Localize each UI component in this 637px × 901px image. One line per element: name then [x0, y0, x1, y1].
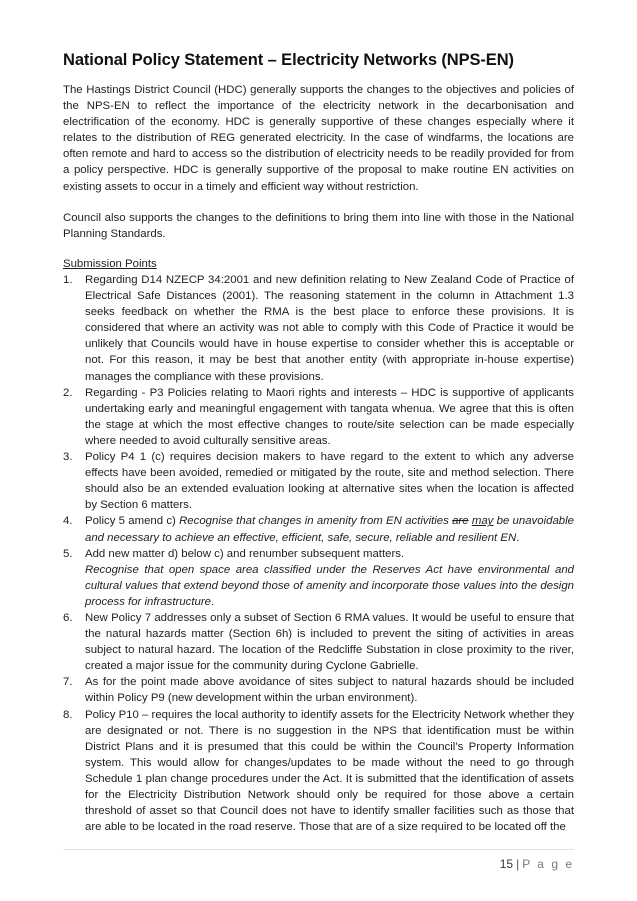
item-italic-part: Recognise that changes in amenity from EN activities: [179, 515, 453, 528]
item-number: 6.: [63, 611, 73, 624]
page-label: P a g e: [522, 857, 574, 871]
footer-separator: |: [516, 857, 520, 871]
item-number: 1.: [63, 274, 73, 286]
list-item: [63, 674, 574, 706]
list-item: [63, 449, 574, 513]
item-text: Policy P4 1 (c) requires decision makers to have regard to the extent to which any adverse effects have been avoided, remedied or mitigated by the route, site and method selection. There should also be an extended evaluation looking at alternative sites when the location is affected by Section 6 matters.: [85, 451, 574, 512]
item-number: 2.: [63, 386, 73, 399]
item-tail: .: [210, 595, 215, 608]
item-text: As for the point made above avoidance of sites subject to natural hazards should be included within Policy P9 (new development within the urban environment).: [85, 676, 574, 705]
struck-word: are: [452, 515, 469, 528]
item-number: 8.: [63, 708, 73, 721]
item-italic-part: be unavoidable and necessary to achieve an effective, efficient, safe, secure, reliable and resilient EN: [85, 515, 574, 544]
item-number: 7.: [63, 676, 73, 689]
item-number: 5.: [63, 547, 73, 560]
item-text: New Policy 7 addresses only a subset of Section 6 RMA values. It would be useful to ensure that the natural hazards matter (Section 6h) is included to prevent the siting of activities in areas subject to natural hazard. The location of the Redcliffe Substation in close proximity to the river, created a major issue for the community during Cyclone Gabrielle.: [85, 611, 574, 673]
list-item: [63, 272, 574, 385]
list-item: [63, 707, 574, 836]
item-text: Regarding D14 NZECP 34:2001 and new definition relating to New Zealand Code of Practice of Electrical Safe Distances (2001). The reasoning statement in the column in Attachment 1.3 seeks feedback on whether the RMA is the best place to enforce these provisions. It is considered that where an activity was not able to comply with this Code of Practice it would be unlikely that Councils would have in house expertise to consider whether this is acceptable or not. For this reason, it may be best that another entity (with appropriate in-house expertise) manages the compliance with these provisions.: [85, 274, 574, 383]
item-text: Policy P10 – requires the local authority to identify assets for the Electricity Network whether they are designated or not. There is no suggestion in the NPS that identification must be within District Plans and it is presumed that this could be within the Council’s Property Information system. This would allow for changes/updates to be made without the need to go through Schedule 1 plan change procedures under the Act. It is submitted that the identification of assets for the Electricity Distribution Network should only be required for those above a certain threshold of asset so that Council does not have to identify smaller facilities such as those that are able to be located in the road reserve. Those that are of a size required to be located off the: [85, 708, 574, 834]
submission-points-heading: Submission Points: [63, 258, 157, 270]
page-number: 15: [499, 857, 514, 871]
item-tail: .: [516, 531, 520, 544]
page-footer: [500, 857, 574, 871]
item-text: Add new matter d) below c) and renumber subsequent matters.: [85, 547, 405, 560]
item-lead-text: Policy 5 amend c): [85, 515, 180, 528]
list-item: [63, 610, 574, 674]
list-item: [63, 546, 574, 610]
list-item: [63, 385, 574, 449]
page-title: National Policy Statement – Electricity Networks (NPS-EN): [63, 51, 514, 69]
item-number: 4.: [63, 515, 73, 528]
inserted-word: may: [471, 515, 494, 528]
footer-divider: [63, 849, 574, 850]
definitions-paragraph: Council also supports the changes to the definitions to bring them into line with those in the National Planning Standards.: [63, 212, 574, 241]
item-italic-text: Recognise that open space area classified under the Reserves Act have environmental and cultural values that extend beyond those of amenity and incorporate those values into the design process for infrastructure: [85, 563, 574, 608]
intro-paragraph: The Hastings District Council (HDC) generally supports the changes to the objectives and policies of the NPS-EN to reflect the importance of the electricity network in the decarbonisation and electrification of the economy. HDC is generally supportive of these changes especially where it relates to the distribution of REG generated electricity. In the case of windfarms, the locations are often remote and hard to access so the distribution of electricity needs to be readily provided for from a policy perspective. HDC is generally supportive of the proposal to make routine EN activities on existing assets to occur in a timely and efficient way without restriction.: [63, 84, 574, 193]
item-text: Regarding - P3 Policies relating to Maori rights and interests – HDC is supportive of applicants undertaking early and meaningful engagement with tangata whenua. We agree that this is often the stage at which the most effective changes to route/site selection can be made especially where needed to avoid culturally sensitive areas.: [85, 386, 574, 447]
submission-points-list: [63, 272, 574, 835]
list-item: [63, 513, 574, 545]
item-number: 3.: [63, 451, 73, 464]
